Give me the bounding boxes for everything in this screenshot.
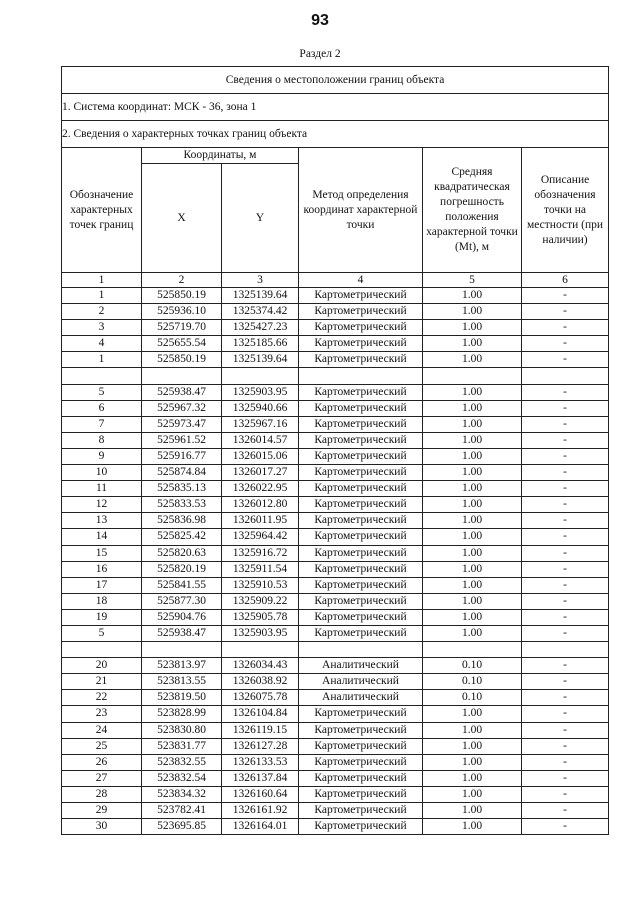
x-cell: 525936.10: [142, 304, 222, 320]
point-cell: 7: [62, 416, 142, 432]
accuracy-cell: 0.10: [423, 690, 522, 706]
method-cell: Картометрический: [299, 481, 423, 497]
point-cell: 21: [62, 674, 142, 690]
y-cell: 1326022.95: [222, 481, 299, 497]
point-cell: 24: [62, 722, 142, 738]
table-row: [62, 384, 609, 400]
x-cell: 525904.76: [142, 609, 222, 625]
x-cell: 525850.19: [142, 288, 222, 304]
method-cell: Картометрический: [299, 770, 423, 786]
empty-cell: [299, 642, 423, 658]
accuracy-cell: 1.00: [423, 481, 522, 497]
empty-cell: [522, 642, 609, 658]
accuracy-cell: 1.00: [423, 529, 522, 545]
y-cell: 1326012.80: [222, 497, 299, 513]
column-number: 1: [62, 273, 142, 288]
description-cell: -: [522, 658, 609, 674]
description-cell: -: [522, 770, 609, 786]
col-description-header: Описание обозначения точки на местности (при наличии): [522, 148, 609, 273]
description-cell: -: [522, 674, 609, 690]
empty-cell: [299, 368, 423, 384]
table-row: [62, 738, 609, 754]
y-cell: 1326017.27: [222, 465, 299, 481]
empty-cell: [222, 642, 299, 658]
description-cell: -: [522, 803, 609, 819]
col-x-header: X: [142, 164, 222, 273]
table-row: [62, 593, 609, 609]
description-cell: -: [522, 561, 609, 577]
col-y-header: Y: [222, 164, 299, 273]
y-cell: 1325910.53: [222, 577, 299, 593]
point-cell: 29: [62, 803, 142, 819]
y-cell: 1326161.92: [222, 803, 299, 819]
column-number: 2: [142, 273, 222, 288]
point-cell: 13: [62, 513, 142, 529]
description-cell: -: [522, 593, 609, 609]
table-row: [62, 786, 609, 802]
point-cell: 30: [62, 819, 142, 835]
method-cell: Картометрический: [299, 384, 423, 400]
x-cell: 525874.84: [142, 465, 222, 481]
y-cell: 1326015.06: [222, 448, 299, 464]
point-cell: 1: [62, 352, 142, 368]
table-row: [62, 400, 609, 416]
x-cell: 525655.54: [142, 336, 222, 352]
method-cell: Картометрический: [299, 593, 423, 609]
y-cell: 1325940.66: [222, 400, 299, 416]
accuracy-cell: 0.10: [423, 658, 522, 674]
y-cell: 1325964.42: [222, 529, 299, 545]
accuracy-cell: 1.00: [423, 593, 522, 609]
point-cell: 28: [62, 786, 142, 802]
description-cell: -: [522, 352, 609, 368]
method-cell: Картометрический: [299, 336, 423, 352]
accuracy-cell: 1.00: [423, 786, 522, 802]
accuracy-cell: 1.00: [423, 803, 522, 819]
point-cell: 10: [62, 465, 142, 481]
description-cell: -: [522, 304, 609, 320]
method-cell: Картометрический: [299, 320, 423, 336]
y-cell: 1325916.72: [222, 545, 299, 561]
empty-cell: [222, 368, 299, 384]
x-cell: 525967.32: [142, 400, 222, 416]
point-cell: 6: [62, 400, 142, 416]
description-cell: -: [522, 609, 609, 625]
coordinate-system: 1. Система координат: МСК - 36, зона 1: [62, 94, 609, 121]
y-cell: 1326133.53: [222, 754, 299, 770]
x-cell: 523813.97: [142, 658, 222, 674]
x-cell: 525719.70: [142, 320, 222, 336]
y-cell: 1326119.15: [222, 722, 299, 738]
table-row: [62, 497, 609, 513]
y-cell: 1325139.64: [222, 288, 299, 304]
table-row: [62, 304, 609, 320]
y-cell: 1326075.78: [222, 690, 299, 706]
description-cell: -: [522, 513, 609, 529]
y-cell: 1325427.23: [222, 320, 299, 336]
method-cell: Картометрический: [299, 497, 423, 513]
table-row: [62, 545, 609, 561]
method-cell: Картометрический: [299, 529, 423, 545]
description-cell: -: [522, 706, 609, 722]
accuracy-cell: 1.00: [423, 609, 522, 625]
y-cell: 1326127.28: [222, 738, 299, 754]
accuracy-cell: 1.00: [423, 577, 522, 593]
x-cell: 525825.42: [142, 529, 222, 545]
table-row: [62, 577, 609, 593]
description-cell: -: [522, 722, 609, 738]
empty-cell: [522, 368, 609, 384]
method-cell: Картометрический: [299, 545, 423, 561]
accuracy-cell: 1.00: [423, 304, 522, 320]
point-cell: 11: [62, 481, 142, 497]
description-cell: -: [522, 690, 609, 706]
point-cell: 5: [62, 384, 142, 400]
accuracy-cell: 1.00: [423, 384, 522, 400]
table-row: [62, 690, 609, 706]
table-row: [62, 658, 609, 674]
page-number: 93: [311, 12, 329, 29]
y-cell: 1326137.84: [222, 770, 299, 786]
description-cell: -: [522, 786, 609, 802]
y-cell: 1326160.64: [222, 786, 299, 802]
x-cell: 523695.85: [142, 819, 222, 835]
y-cell: 1325903.95: [222, 384, 299, 400]
accuracy-cell: 1.00: [423, 561, 522, 577]
table-row: [62, 432, 609, 448]
description-cell: -: [522, 400, 609, 416]
x-cell: 523819.50: [142, 690, 222, 706]
accuracy-cell: 1.00: [423, 738, 522, 754]
point-cell: 3: [62, 320, 142, 336]
method-cell: Картометрический: [299, 754, 423, 770]
point-cell: 25: [62, 738, 142, 754]
accuracy-cell: 1.00: [423, 416, 522, 432]
description-cell: -: [522, 336, 609, 352]
description-cell: -: [522, 545, 609, 561]
method-cell: Картометрический: [299, 577, 423, 593]
point-cell: 26: [62, 754, 142, 770]
column-number: 6: [522, 273, 609, 288]
table-row: [62, 416, 609, 432]
description-cell: -: [522, 754, 609, 770]
y-cell: 1326104.84: [222, 706, 299, 722]
accuracy-cell: 0.10: [423, 674, 522, 690]
method-cell: Аналитический: [299, 658, 423, 674]
x-cell: 525916.77: [142, 448, 222, 464]
method-cell: Картометрический: [299, 352, 423, 368]
method-cell: Картометрический: [299, 722, 423, 738]
x-cell: 525836.98: [142, 513, 222, 529]
method-cell: Картометрический: [299, 625, 423, 641]
y-cell: 1325139.64: [222, 352, 299, 368]
x-cell: 525835.13: [142, 481, 222, 497]
empty-cell: [142, 368, 222, 384]
description-cell: -: [522, 625, 609, 641]
table-row: [62, 803, 609, 819]
column-number: 5: [423, 273, 522, 288]
description-cell: -: [522, 529, 609, 545]
x-cell: 525973.47: [142, 416, 222, 432]
x-cell: 523828.99: [142, 706, 222, 722]
column-number: 4: [299, 273, 423, 288]
point-cell: 18: [62, 593, 142, 609]
column-numbers-row: [62, 273, 609, 288]
description-cell: -: [522, 288, 609, 304]
empty-cell: [423, 642, 522, 658]
x-cell: 523830.80: [142, 722, 222, 738]
column-number: 3: [222, 273, 299, 288]
x-cell: 525820.63: [142, 545, 222, 561]
table-row: [62, 625, 609, 641]
accuracy-cell: 1.00: [423, 513, 522, 529]
y-cell: 1325185.66: [222, 336, 299, 352]
method-cell: Картометрический: [299, 416, 423, 432]
accuracy-cell: 1.00: [423, 320, 522, 336]
method-cell: Аналитический: [299, 690, 423, 706]
separator-row: [62, 642, 609, 658]
table-row: [62, 513, 609, 529]
accuracy-cell: 1.00: [423, 465, 522, 481]
x-cell: 523782.41: [142, 803, 222, 819]
method-cell: Картометрический: [299, 786, 423, 802]
separator-row: [62, 368, 609, 384]
method-cell: Картометрический: [299, 400, 423, 416]
table-row: [62, 288, 609, 304]
section-label: Раздел 2: [299, 48, 341, 60]
col-coordinates-header: Координаты, м: [142, 148, 299, 164]
points-section-header: 2. Сведения о характерных точках границ объекта: [62, 121, 609, 148]
accuracy-cell: 1.00: [423, 625, 522, 641]
y-cell: 1325967.16: [222, 416, 299, 432]
accuracy-cell: 1.00: [423, 754, 522, 770]
method-cell: Картометрический: [299, 304, 423, 320]
point-cell: 23: [62, 706, 142, 722]
accuracy-cell: 1.00: [423, 288, 522, 304]
description-cell: -: [522, 448, 609, 464]
point-cell: 19: [62, 609, 142, 625]
accuracy-cell: 1.00: [423, 722, 522, 738]
point-cell: 8: [62, 432, 142, 448]
point-cell: 17: [62, 577, 142, 593]
table-row: [62, 706, 609, 722]
y-cell: 1325905.78: [222, 609, 299, 625]
point-cell: 15: [62, 545, 142, 561]
col-designation-header: Обозначение характерных точек границ: [62, 148, 142, 273]
table-row: [62, 674, 609, 690]
y-cell: 1326038.92: [222, 674, 299, 690]
method-cell: Картометрический: [299, 819, 423, 835]
empty-cell: [142, 642, 222, 658]
point-cell: 12: [62, 497, 142, 513]
table-row: [62, 561, 609, 577]
y-cell: 1325903.95: [222, 625, 299, 641]
point-cell: 22: [62, 690, 142, 706]
accuracy-cell: 1.00: [423, 432, 522, 448]
x-cell: 525938.47: [142, 384, 222, 400]
point-cell: 4: [62, 336, 142, 352]
x-cell: 525877.30: [142, 593, 222, 609]
point-cell: 27: [62, 770, 142, 786]
y-cell: 1326014.57: [222, 432, 299, 448]
description-cell: -: [522, 416, 609, 432]
point-cell: 2: [62, 304, 142, 320]
accuracy-cell: 1.00: [423, 400, 522, 416]
method-cell: Картометрический: [299, 738, 423, 754]
table-row: [62, 448, 609, 464]
boundary-points-table: [61, 66, 609, 835]
x-cell: 523832.54: [142, 770, 222, 786]
table-row: [62, 320, 609, 336]
description-cell: -: [522, 384, 609, 400]
accuracy-cell: 1.00: [423, 336, 522, 352]
table-title: Сведения о местоположении границ объекта: [62, 67, 609, 94]
table-row: [62, 722, 609, 738]
y-cell: 1325374.42: [222, 304, 299, 320]
table-row: [62, 352, 609, 368]
empty-cell: [62, 642, 142, 658]
x-cell: 523834.32: [142, 786, 222, 802]
y-cell: 1325911.54: [222, 561, 299, 577]
description-cell: -: [522, 577, 609, 593]
point-cell: 20: [62, 658, 142, 674]
y-cell: 1326034.43: [222, 658, 299, 674]
table-row: [62, 481, 609, 497]
x-cell: 525961.52: [142, 432, 222, 448]
x-cell: 525841.55: [142, 577, 222, 593]
description-cell: -: [522, 465, 609, 481]
x-cell: 525833.53: [142, 497, 222, 513]
table-row: [62, 770, 609, 786]
point-cell: 5: [62, 625, 142, 641]
description-cell: -: [522, 432, 609, 448]
accuracy-cell: 1.00: [423, 819, 522, 835]
description-cell: -: [522, 738, 609, 754]
point-cell: 1: [62, 288, 142, 304]
empty-cell: [423, 368, 522, 384]
y-cell: 1325909.22: [222, 593, 299, 609]
method-cell: Аналитический: [299, 674, 423, 690]
method-cell: Картометрический: [299, 432, 423, 448]
description-cell: -: [522, 497, 609, 513]
x-cell: 523832.55: [142, 754, 222, 770]
point-cell: 14: [62, 529, 142, 545]
x-cell: 523813.55: [142, 674, 222, 690]
x-cell: 523831.77: [142, 738, 222, 754]
empty-cell: [62, 368, 142, 384]
x-cell: 525938.47: [142, 625, 222, 641]
method-cell: Картометрический: [299, 561, 423, 577]
description-cell: -: [522, 320, 609, 336]
method-cell: Картометрический: [299, 706, 423, 722]
table-row: [62, 336, 609, 352]
description-cell: -: [522, 819, 609, 835]
accuracy-cell: 1.00: [423, 770, 522, 786]
method-cell: Картометрический: [299, 609, 423, 625]
x-cell: 525820.19: [142, 561, 222, 577]
method-cell: Картометрический: [299, 448, 423, 464]
col-accuracy-header: Средняя квадратическая погрешность положения характерной точки (Mt), м: [423, 148, 522, 273]
description-cell: -: [522, 481, 609, 497]
table-row: [62, 529, 609, 545]
method-cell: Картометрический: [299, 465, 423, 481]
table-row: [62, 819, 609, 835]
col-method-header: Метод определения координат характерной точки: [299, 148, 423, 273]
accuracy-cell: 1.00: [423, 706, 522, 722]
y-cell: 1326164.01: [222, 819, 299, 835]
accuracy-cell: 1.00: [423, 448, 522, 464]
table-row: [62, 754, 609, 770]
x-cell: 525850.19: [142, 352, 222, 368]
accuracy-cell: 1.00: [423, 545, 522, 561]
table-row: [62, 465, 609, 481]
method-cell: Картометрический: [299, 513, 423, 529]
accuracy-cell: 1.00: [423, 352, 522, 368]
point-cell: 9: [62, 448, 142, 464]
table-row: [62, 609, 609, 625]
method-cell: Картометрический: [299, 288, 423, 304]
method-cell: Картометрический: [299, 803, 423, 819]
accuracy-cell: 1.00: [423, 497, 522, 513]
point-cell: 16: [62, 561, 142, 577]
y-cell: 1326011.95: [222, 513, 299, 529]
